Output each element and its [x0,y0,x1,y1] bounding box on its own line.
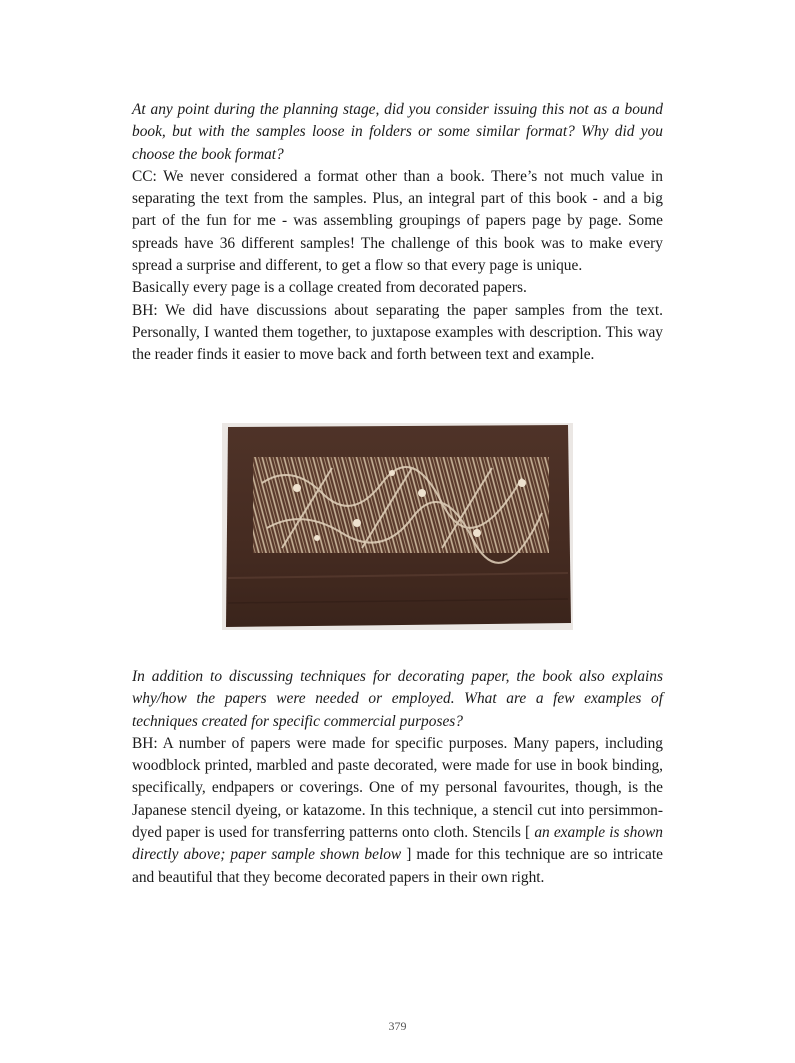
answer-bh-2 [132,733,663,889]
stencil-photo-icon [222,423,573,630]
page-number: 379 [388,1019,407,1033]
answer-bh-2-italic: an example is shown directly above; paper sample shown below [132,824,663,864]
answer-cc-collage: Basically every page is a collage created from decorated papers. [132,279,527,297]
answer-bh-2-end: ] made for this technique are so intricate and beautiful that they become decorated papers in their own right. [132,846,663,886]
question-1: At any point during the planning stage, did you consider issuing this not as a bound book, but with the samples loose in folders or some similar format? Why did you choose the book format? [132,101,663,163]
text-block-bottom [132,666,663,889]
text-block-top [132,99,663,367]
answer-bh-1: BH: We did have discussions about separating the paper samples from the text. Personally, I wanted them together, to juxtapose examples with description. This way the reader finds it easier to move back and forth between text and example. [132,301,663,364]
answer-bh-2-start: BH: A number of papers were made for specific purposes. Many papers, including woodblock printed, marbled and paste decorated, were made for use in book binding, specifically, endpapers or coverings. One of my personal favourites, though, is the Japanese stencil dyeing, or katazome. In this technique, a stencil cut into persimmon-dyed paper is used for transferring patterns onto cloth. Stencils [ [132,734,663,842]
katazome-stencil-photo [222,423,573,630]
question-2: In addition to discussing techniques for decorating paper, the book also explains why/how the papers were needed or employed. What are a few examples of techniques created for specific commercial purposes? [132,668,663,730]
answer-cc: CC: We never considered a format other than a book. There’s not much value in separating the text from the samples. Plus, an integral part of this book - and a big part of the fun for me - was assembling groupings of papers page by page. Some spreads have 36 different samples! The challenge of this book was to make every spread a surprise and different, to get a flow so that every page is unique. [132,167,663,275]
